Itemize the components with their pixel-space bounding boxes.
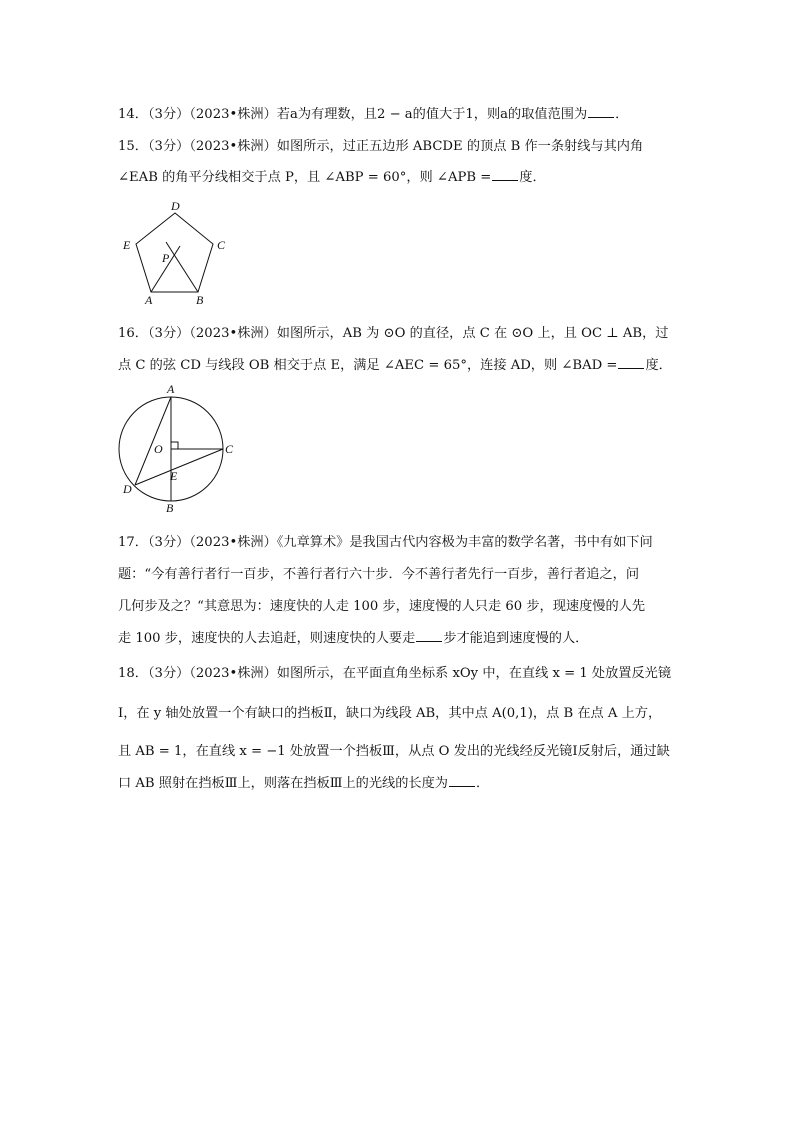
q15-text-2a: ∠EAB 的角平分线相交于点 P，且 ∠ABP = 60°，则 ∠APB = bbox=[118, 170, 492, 185]
question-17-line-1: 17．（3分）（2023•株洲）《九章算术》是我国古代内容极为丰富的数学名著，书中有如下问 bbox=[118, 535, 653, 550]
label-e: E bbox=[170, 469, 178, 483]
question-14 bbox=[118, 103, 628, 122]
question-15-line-2 bbox=[118, 166, 546, 185]
question-16-line-2 bbox=[118, 354, 672, 373]
q17-text-4a: 走 100 步，速度快的人去追赶，则速度快的人要走 bbox=[118, 631, 416, 646]
label-b: B bbox=[196, 293, 204, 307]
segment-ad bbox=[135, 397, 171, 485]
q14-text: 14．（3分）（2023•株洲）若a为有理数，且2 − a的值大于1，则a的取值范围为 bbox=[118, 107, 588, 122]
q17-text-4b: 步才能追到速度慢的人． bbox=[443, 631, 589, 646]
q18-text-4a: 口 AB 照射在挡板Ⅲ上，则落在挡板Ⅲ上的光线的长度为 bbox=[118, 776, 448, 791]
label-c: C bbox=[225, 442, 234, 456]
q16-text-2a: 点 C 的弦 CD 与线段 OB 相交于点 E，满足 ∠AEC = 65°，连接 AD，则 ∠BAD = bbox=[118, 358, 618, 373]
question-17-line-4 bbox=[118, 627, 588, 646]
question-18-line-2: Ⅰ，在 y 轴处放置一个有缺口的挡板Ⅱ，缺口为线段 AB，其中点 A(0,1)，点 B 在点 A 上方， bbox=[118, 706, 662, 721]
question-17-line-3: 几何步及之？“其意思为：速度快的人走 100 步，速度慢的人只走 60 步，现速度慢的人先 bbox=[118, 599, 646, 614]
label-p: P bbox=[162, 251, 170, 265]
q18-answer-blank bbox=[449, 775, 475, 787]
q15-text-2b: 度． bbox=[519, 170, 546, 185]
label-d: D bbox=[171, 199, 180, 213]
label-e: E bbox=[123, 238, 131, 252]
label-c: C bbox=[217, 238, 226, 252]
question-18-line-4 bbox=[118, 772, 489, 791]
chord-cd bbox=[135, 449, 223, 485]
right-angle-mark bbox=[171, 442, 178, 449]
question-16-line-1: 16．（3分）（2023•株洲）如图所示，AB 为 ⊙O 的直径，点 C 在 ⊙O 上，且 OC ⊥ AB，过 bbox=[118, 326, 669, 341]
q16-text-2b: 度． bbox=[645, 358, 672, 373]
q14-tail: ． bbox=[615, 107, 629, 122]
label-b: B bbox=[166, 501, 174, 514]
q14-answer-blank bbox=[588, 106, 614, 118]
q16-answer-blank bbox=[618, 357, 644, 369]
question-15-line-1: 15．（3分）（2023•株洲）如图所示，过正五边形 ABCDE 的顶点 B 作一条射线与其内角 bbox=[118, 139, 644, 154]
label-o: O bbox=[154, 442, 163, 456]
pentagon-figure bbox=[118, 196, 238, 308]
ray-bp bbox=[166, 242, 198, 292]
label-d: D bbox=[123, 482, 132, 496]
question-18-line-1: 18．（3分）（2023•株洲）如图所示，在平面直角坐标系 xOy 中，在直线 x = 1 处放置反光镜 bbox=[118, 666, 672, 681]
label-a: A bbox=[145, 293, 153, 307]
question-17-line-2: 题：“今有善行者行一百步，不善行者行六十步．今不善行者先行一百步，善行者追之，问 bbox=[118, 567, 640, 582]
q15-answer-blank bbox=[492, 169, 518, 181]
pentagon-abcde bbox=[136, 213, 213, 292]
circle-figure bbox=[112, 380, 242, 514]
q17-answer-blank bbox=[416, 630, 442, 642]
label-a: A bbox=[167, 382, 175, 396]
q18-text-4b: ． bbox=[475, 776, 490, 791]
question-18-line-3: 且 AB = 1，在直线 x = −1 处放置一个挡板Ⅲ，从点 O 发出的光线经反光镜Ⅰ反射后，通过缺 bbox=[118, 744, 670, 759]
